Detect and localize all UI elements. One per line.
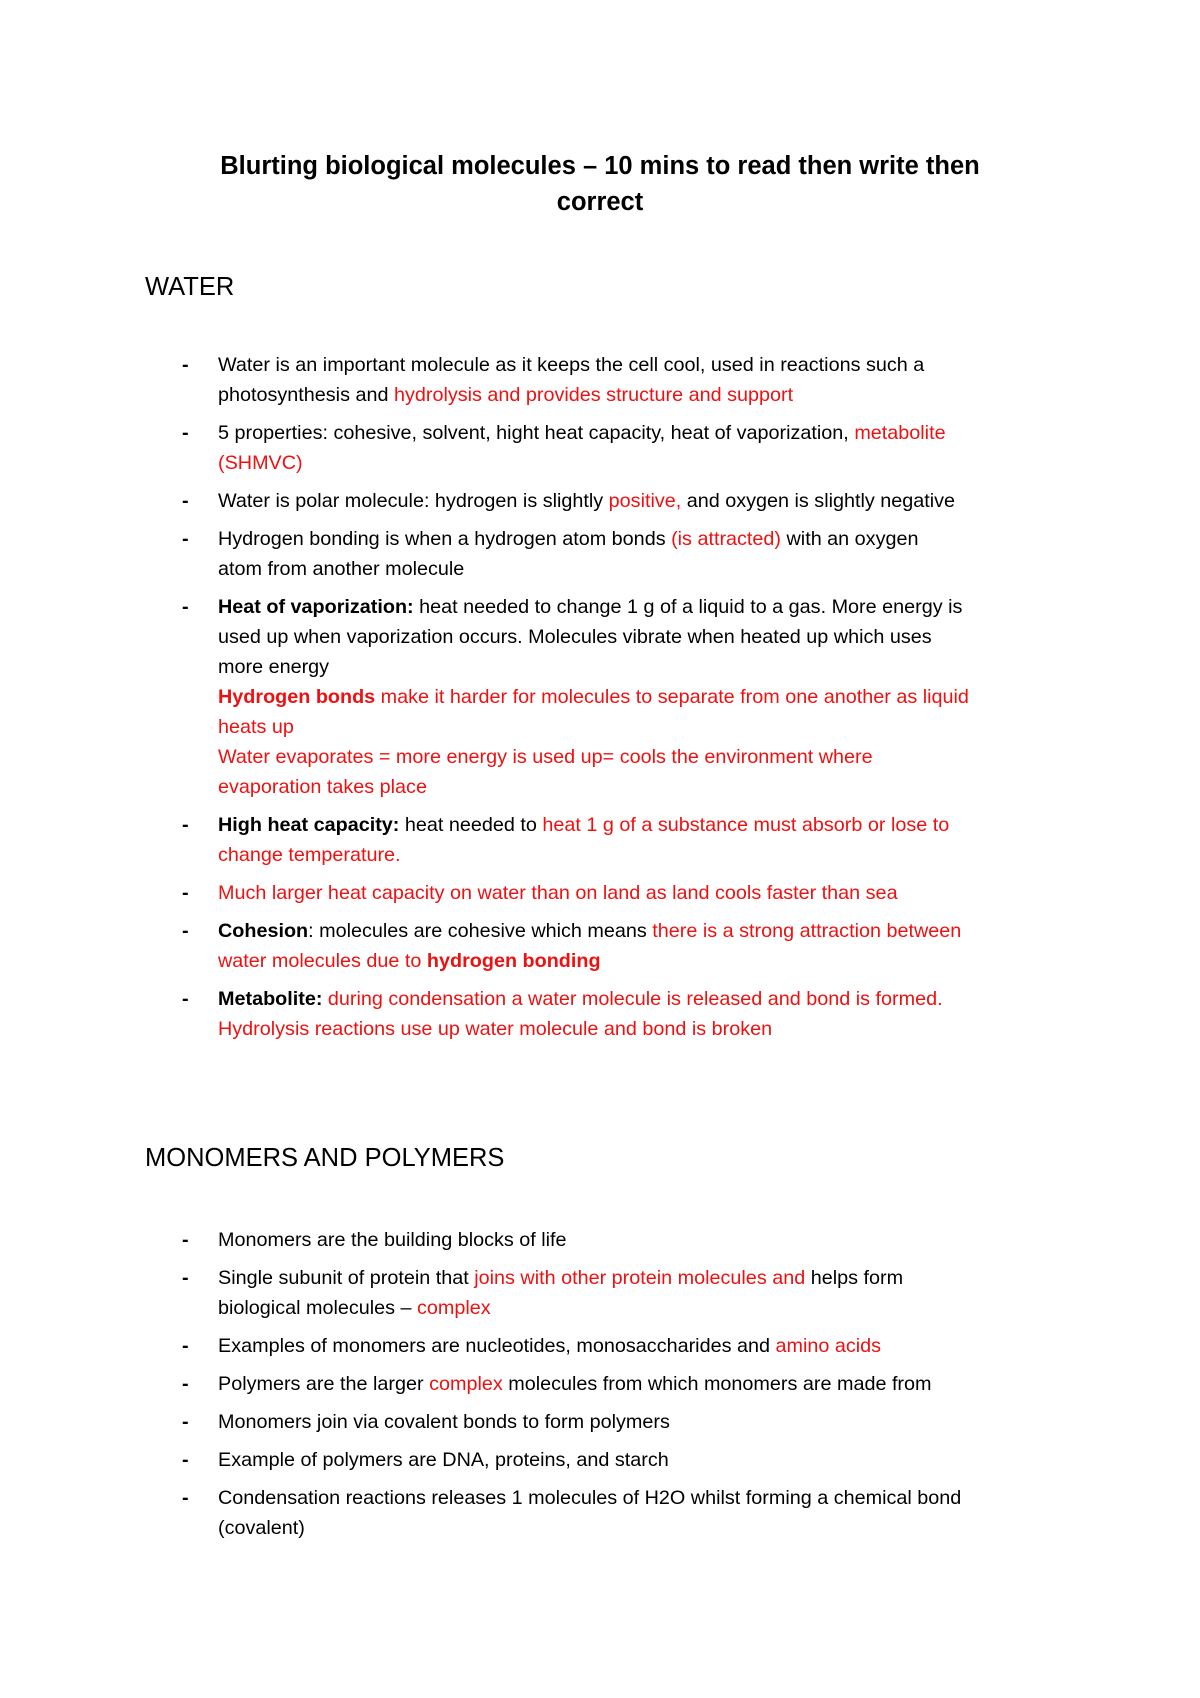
item-text: Water is an important molecule as it keeps the cell cool, used in reactions such a xyxy=(218,354,925,376)
correction-text: complex xyxy=(417,1297,491,1319)
title-line-2: correct xyxy=(556,188,644,216)
correction-text: metabolite xyxy=(854,422,946,444)
correction-text: change temperature. xyxy=(218,844,401,866)
item-text: heat needed to change 1 g of a liquid to a gas. More energy is xyxy=(413,596,963,618)
term-label: Cohesion xyxy=(218,920,309,942)
term-label: Heat of vaporization: xyxy=(218,596,414,618)
item-text: Water is polar molecule: hydrogen is slightly xyxy=(218,490,609,512)
item-text: : molecules are cohesive which means xyxy=(308,920,653,942)
section-heading-water: WATER xyxy=(145,273,235,301)
item-text: used up when vaporization occurs. Molecules vibrate when heated up which uses xyxy=(218,626,932,648)
bullet-dash: - xyxy=(182,596,189,618)
bullet-dash: - xyxy=(182,422,189,444)
list-item xyxy=(180,916,1070,976)
correction-text: (is attracted) xyxy=(671,528,782,550)
item-text: biological molecules – xyxy=(218,1297,418,1319)
list-item xyxy=(180,1331,1070,1361)
list-item xyxy=(180,1445,1070,1475)
item-text: with an oxygen xyxy=(781,528,919,550)
bullet-dash: - xyxy=(182,988,189,1010)
list-item xyxy=(180,418,1070,478)
item-text: photosynthesis and xyxy=(218,384,394,406)
list-item xyxy=(180,350,1070,410)
bullet-dash: - xyxy=(182,490,189,512)
item-text: atom from another molecule xyxy=(218,558,465,580)
item-text: (covalent) xyxy=(218,1517,305,1539)
list-item xyxy=(180,984,1070,1044)
list-item xyxy=(180,1407,1070,1437)
list-item xyxy=(180,1263,1070,1323)
bullet-dash: - xyxy=(182,814,189,836)
title-line-1: Blurting biological molecules – 10 mins to read then write then xyxy=(220,152,980,180)
list-item xyxy=(180,878,1070,908)
bullet-dash: - xyxy=(182,920,189,942)
item-text: Monomers join via covalent bonds to form polymers xyxy=(218,1411,670,1433)
bullet-dash: - xyxy=(182,1449,189,1471)
section-heading-monomers: MONOMERS AND POLYMERS xyxy=(145,1144,505,1172)
list-item xyxy=(180,486,1070,516)
bullet-dash: - xyxy=(182,1229,189,1251)
bullet-dash: - xyxy=(182,528,189,550)
correction-text: Hydrogen bonds xyxy=(218,686,376,708)
correction-text: amino acids xyxy=(775,1335,882,1357)
item-text: Single subunit of protein that xyxy=(218,1267,475,1289)
list-item xyxy=(180,524,1070,584)
item-text: helps form xyxy=(805,1267,904,1289)
correction-text: positive, xyxy=(608,490,682,512)
monomers-bullet-list xyxy=(180,1225,1070,1551)
correction-text: water molecules due to xyxy=(218,950,427,972)
correction-text: Hydrolysis reactions use up water molecule and bond is broken xyxy=(218,1018,773,1040)
bullet-dash: - xyxy=(182,1487,189,1509)
list-item xyxy=(180,1225,1070,1255)
bullet-dash: - xyxy=(182,1267,189,1289)
bullet-dash: - xyxy=(182,1411,189,1433)
bullet-dash: - xyxy=(182,882,189,904)
correction-text: (SHMVC) xyxy=(218,452,303,474)
term-label: Metabolite: xyxy=(218,988,323,1010)
item-text: more energy xyxy=(218,656,330,678)
item-text: 5 properties: cohesive, solvent, hight heat capacity, heat of vaporization, xyxy=(218,422,855,444)
correction-text: there is a strong attraction between xyxy=(652,920,962,942)
item-text: Examples of monomers are nucleotides, monosaccharides and xyxy=(218,1335,776,1357)
bullet-dash: - xyxy=(182,1373,189,1395)
correction-text: make it harder for molecules to separate from one another as liquid xyxy=(375,686,969,708)
item-text: and oxygen is slightly negative xyxy=(681,490,956,512)
list-item xyxy=(180,810,1070,870)
correction-text: heats up xyxy=(218,716,294,738)
correction-text: heat 1 g of a substance must absorb or lose to xyxy=(542,814,950,836)
correction-text: Water evaporates = more energy is used up= cools the environment where xyxy=(218,746,873,768)
water-bullet-list xyxy=(180,350,1070,1052)
list-item xyxy=(180,1369,1070,1399)
list-item xyxy=(180,1483,1070,1543)
item-text: Hydrogen bonding is when a hydrogen atom bonds xyxy=(218,528,672,550)
item-text: Example of polymers are DNA, proteins, and starch xyxy=(218,1449,669,1471)
item-text: Polymers are the larger xyxy=(218,1373,430,1395)
item-text: molecules from which monomers are made from xyxy=(502,1373,932,1395)
correction-text: hydrogen bonding xyxy=(426,950,601,972)
item-text: heat needed to xyxy=(399,814,543,836)
bullet-dash: - xyxy=(182,1335,189,1357)
correction-text: during condensation a water molecule is released and bond is formed. xyxy=(322,988,943,1010)
correction-text: joins with other protein molecules and xyxy=(474,1267,806,1289)
term-label: High heat capacity: xyxy=(218,814,400,836)
bullet-dash: - xyxy=(182,354,189,376)
correction-text: hydrolysis and provides structure and support xyxy=(393,384,794,406)
item-text: Monomers are the building blocks of life xyxy=(218,1229,567,1251)
item-text: Condensation reactions releases 1 molecules of H2O whilst forming a chemical bond xyxy=(218,1487,962,1509)
list-item xyxy=(180,592,1070,802)
document-title xyxy=(150,148,1050,220)
correction-text: evaporation takes place xyxy=(218,776,427,798)
correction-text: Much larger heat capacity on water than on land as land cools faster than sea xyxy=(218,882,898,904)
correction-text: complex xyxy=(429,1373,503,1395)
